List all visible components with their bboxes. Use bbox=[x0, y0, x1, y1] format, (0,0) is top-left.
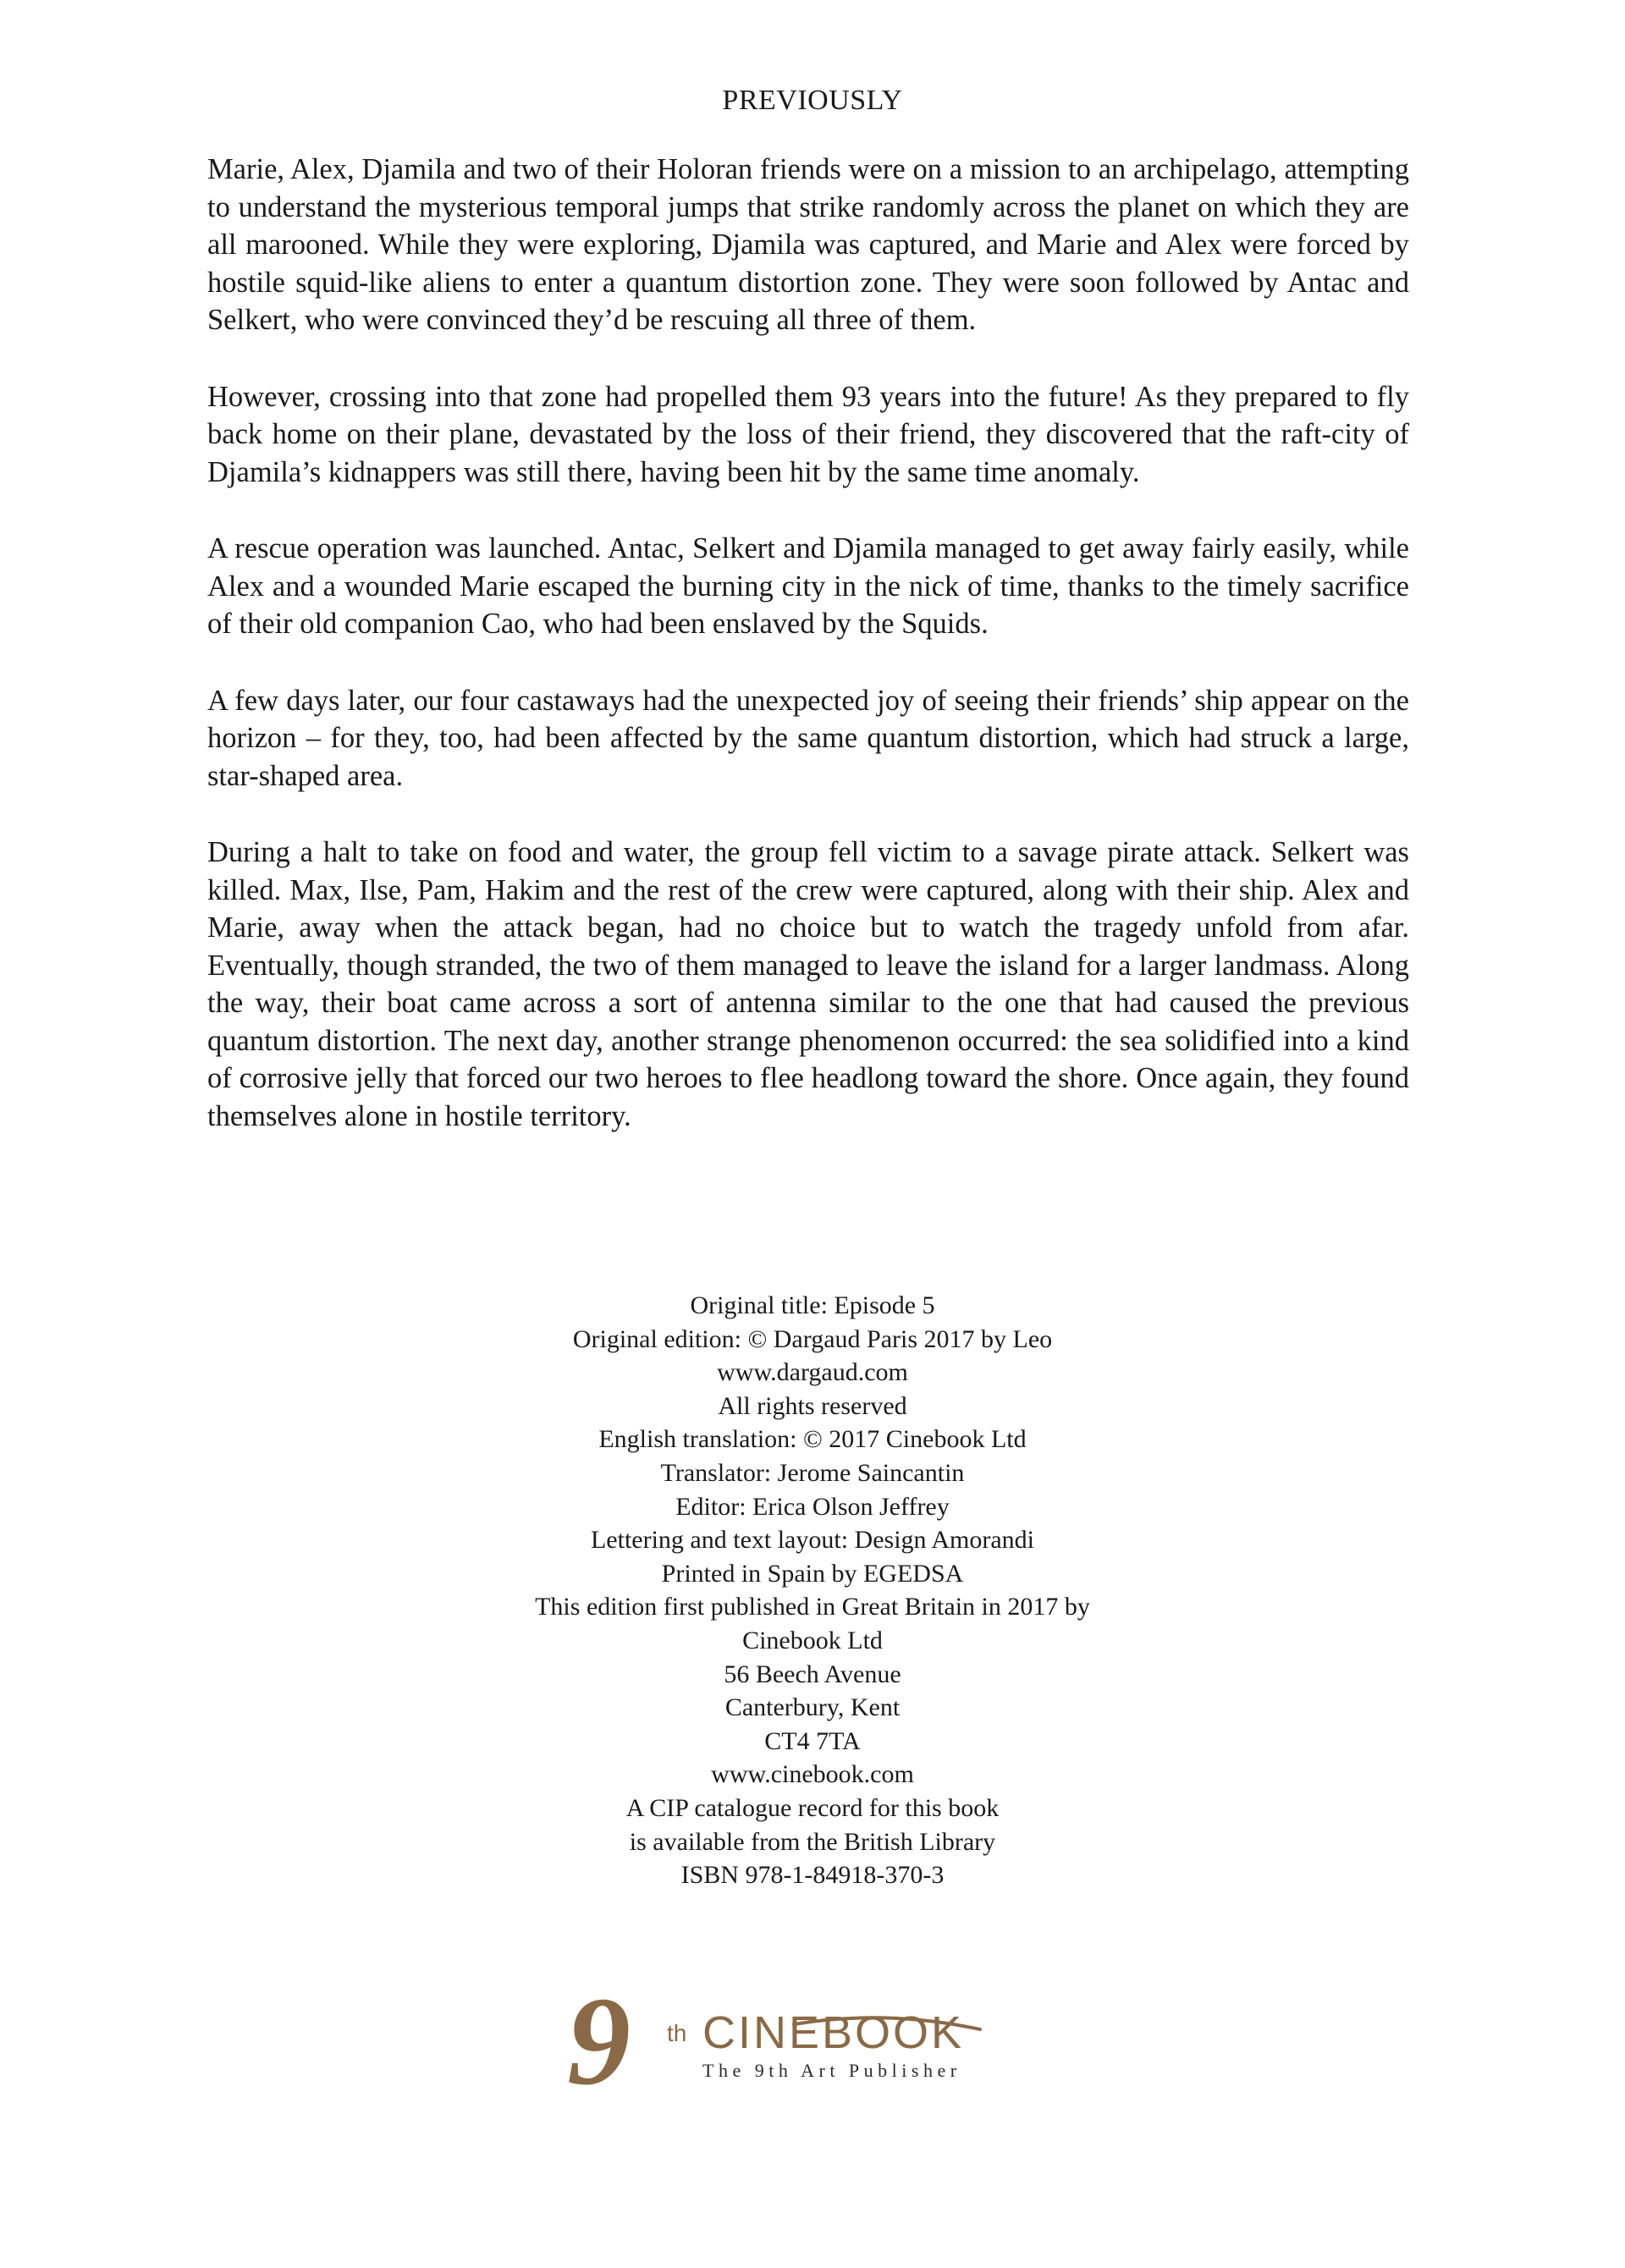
credit-line: Lettering and text layout: Design Amorandi bbox=[590, 1526, 1035, 1555]
summary-paragraph: Marie, Alex, Djamila and two of their Holoran friends were on a mission to an archipelago, attempting to understand the mysterious temporal jumps that strike randomly across the planet on which they are all marooned. While they were exploring, Djamila was captured, and Marie and Alex were forced by hostile squid-like aliens to enter a quantum distortion zone. They were soon followed by Antac and Selkert, who were convinced they’d be rescuing all three of them. bbox=[207, 153, 1409, 336]
summary-paragraph: However, crossing into that zone had propelled them 93 years into the future! As they prepared to fly back home on their plane, devastated by the loss of their friend, they discovered that the raft-city of Djamila’s kidnappers was still there, having been hit by the same time anomaly. bbox=[207, 380, 1409, 488]
credit-line: Original title: Episode 5 bbox=[690, 1291, 935, 1319]
logo-name: CINEBOOK bbox=[702, 2007, 965, 2058]
credit-line: English translation: © 2017 Cinebook Ltd bbox=[598, 1425, 1027, 1454]
credit-line: Editor: Erica Olson Jeffrey bbox=[675, 1492, 950, 1521]
cinebook-logo bbox=[567, 1989, 1041, 2107]
credit-line: Cinebook Ltd bbox=[742, 1626, 883, 1654]
credit-line: Canterbury, Kent bbox=[724, 1693, 901, 1722]
logo-numeral: 9 bbox=[567, 1989, 631, 2107]
credit-line: is available from the British Library bbox=[629, 1827, 996, 1856]
logo-superscript: th bbox=[667, 2020, 687, 2046]
credit-line: Printed in Spain by EGEDSA bbox=[661, 1559, 964, 1588]
credit-line: A CIP catalogue record for this book bbox=[625, 1793, 1000, 1822]
page-heading: PREVIOUSLY bbox=[722, 85, 903, 116]
credit-line: ISBN 978-1-84918-370-3 bbox=[680, 1861, 945, 1890]
credit-line: www.dargaud.com bbox=[717, 1358, 908, 1387]
credit-line: CT4 7TA bbox=[764, 1726, 861, 1755]
summary-paragraph: During a halt to take on food and water, the group fell victim to a savage pirate attack. Selkert was killed. Max, Ilse, Pam, Hakim and the rest of the crew were captured, along with their ship. Alex and Marie, away when the attack began, had no choice but to watch the tragedy unfold from afar. Eventually, though stranded, the two of them managed to leave the island for a larger landmass. Along the way, their boat came across a sort of antenna similar to the one that had caused the previous quantum distortion. The next day, another strange phenomenon occurred: the sea solidified into a kind of corrosive jelly that forced our two heroes to flee headlong toward the shore. Once again, they found themselves alone in hostile territory. bbox=[207, 836, 1409, 1132]
cinebook-logo-graphic bbox=[567, 1989, 1041, 2107]
summary-paragraph: A few days later, our four castaways had the unexpected joy of seeing their friends’ ship appear on the horizon – for they, too, had been affected by the same quantum distortion, which had struck a large, star-shaped area. bbox=[207, 684, 1409, 792]
credit-line: All rights reserved bbox=[718, 1391, 907, 1420]
publication-credits bbox=[0, 1289, 1625, 1892]
story-summary bbox=[207, 151, 1409, 1174]
credit-line: Translator: Jerome Saincantin bbox=[660, 1458, 965, 1487]
credit-line: 56 Beech Avenue bbox=[724, 1660, 901, 1688]
credit-line: Original edition: © Dargaud Paris 2017 by Leo bbox=[572, 1324, 1053, 1353]
summary-paragraph: A rescue operation was launched. Antac, Selkert and Djamila managed to get away fairly easily, while Alex and a wounded Marie escaped the burning city in the nick of time, thanks to the timely sacrifice of their old companion Cao, who had been enslaved by the Squids. bbox=[207, 532, 1409, 640]
credit-line: www.cinebook.com bbox=[711, 1760, 914, 1789]
credit-line: This edition first published in Great Britain in 2017 by bbox=[535, 1593, 1090, 1621]
logo-tagline: The 9th Art Publisher bbox=[702, 2060, 961, 2081]
